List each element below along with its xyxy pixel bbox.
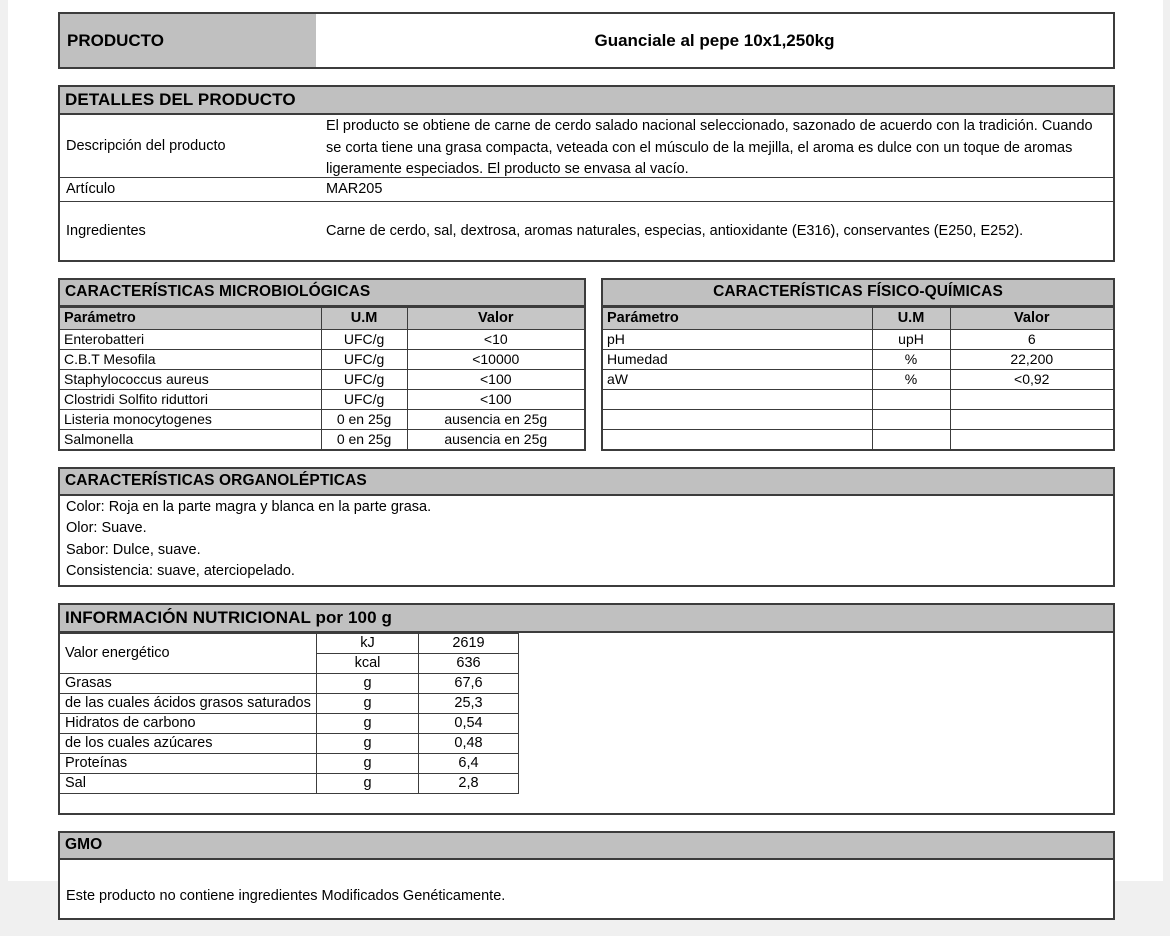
table-row — [603, 349, 1113, 369]
nutri-um: g — [317, 733, 419, 753]
caracteristicas-row — [58, 278, 1115, 451]
nutri-um: kJ — [317, 633, 419, 653]
table-row — [60, 633, 519, 653]
producto-row — [60, 14, 1113, 67]
fq-valor: 6 — [950, 329, 1113, 349]
fq-valor: 22,200 — [950, 349, 1113, 369]
nutri-name: Proteínas — [60, 753, 317, 773]
fq-param: pH — [603, 329, 872, 349]
producto-block — [58, 12, 1115, 69]
detalles-value-articulo: MAR205 — [320, 177, 1113, 201]
micro-um: 0 en 25g — [321, 429, 407, 449]
table-row — [60, 713, 519, 733]
nutri-um: g — [317, 693, 419, 713]
column-header-valor: Valor — [407, 307, 584, 329]
fisicoquimicas-block — [601, 278, 1115, 451]
nutri-value: 6,4 — [419, 753, 519, 773]
table-header-row — [60, 307, 584, 329]
micro-valor: <10 — [407, 329, 584, 349]
organoleptica-line: Sabor: Dulce, suave. — [66, 541, 201, 558]
table-row — [60, 349, 584, 369]
nutri-value: 67,6 — [419, 673, 519, 693]
micro-param: Clostridi Solfito riduttori — [60, 389, 321, 409]
nutri-name: Valor energético — [60, 633, 317, 673]
micro-param: Enterobatteri — [60, 329, 321, 349]
micro-valor: <100 — [407, 389, 584, 409]
gmo-body — [60, 860, 1113, 918]
micro-param: Listeria monocytogenes — [60, 409, 321, 429]
nutri-um: kcal — [317, 653, 419, 673]
column-header-parametro: Parámetro — [60, 307, 321, 329]
nutri-um: g — [317, 713, 419, 733]
fq-param — [603, 389, 872, 409]
nutri-name: de las cuales ácidos grasos saturados — [60, 693, 317, 713]
nutricional-block — [58, 603, 1115, 816]
organoleptica-line: Color: Roja en la parte magra y blanca en la parte grasa. — [66, 498, 432, 515]
fq-param: Humedad — [603, 349, 872, 369]
fq-param — [603, 429, 872, 449]
fisicoquimicas-title: CARACTERÍSTICAS FÍSICO-QUÍMICAS — [603, 280, 1113, 306]
micro-valor: ausencia en 25g — [407, 429, 584, 449]
micro-um: UFC/g — [321, 329, 407, 349]
nutricional-spacer — [60, 793, 519, 813]
micro-param: Staphylococcus aureus — [60, 369, 321, 389]
detalles-value-descripcion-cell — [320, 115, 1113, 177]
nutri-value: 636 — [419, 653, 519, 673]
micro-um: 0 en 25g — [321, 409, 407, 429]
table-row — [603, 429, 1113, 449]
table-row — [60, 329, 584, 349]
nutri-value: 0,48 — [419, 733, 519, 753]
fq-valor — [950, 389, 1113, 409]
fq-um: % — [872, 349, 950, 369]
producto-label: PRODUCTO — [60, 14, 316, 67]
nutri-name: de los cuales azúcares — [60, 733, 317, 753]
nutri-value: 25,3 — [419, 693, 519, 713]
microbiologicas-table — [60, 307, 584, 450]
table-row — [603, 329, 1113, 349]
detalles-label-ingredientes: Ingredientes — [60, 201, 320, 260]
column-header-parametro: Parámetro — [603, 307, 872, 329]
fq-param: aW — [603, 369, 872, 389]
fq-valor — [950, 409, 1113, 429]
table-row — [60, 733, 519, 753]
table-header-row — [603, 307, 1113, 329]
gmo-text: Este producto no contiene ingredientes Modificados Genéticamente. — [66, 887, 506, 904]
column-header-um: U.M — [872, 307, 950, 329]
table-row — [60, 409, 584, 429]
table-row — [60, 115, 1113, 177]
producto-value: Guanciale al pepe 10x1,250kg — [594, 30, 835, 50]
micro-param: Salmonella — [60, 429, 321, 449]
micro-valor: <100 — [407, 369, 584, 389]
table-row — [60, 693, 519, 713]
gmo-block — [58, 831, 1115, 919]
column-header-valor: Valor — [950, 307, 1113, 329]
fq-valor: <0,92 — [950, 369, 1113, 389]
organolepticas-title: CARACTERÍSTICAS ORGANOLÉPTICAS — [60, 469, 1113, 495]
nutricional-title: INFORMACIÓN NUTRICIONAL por 100 g — [60, 605, 1113, 633]
nutricional-table — [60, 633, 519, 814]
organoleptica-line: Consistencia: suave, aterciopelado. — [66, 563, 295, 579]
micro-valor: <10000 — [407, 349, 584, 369]
detalles-label-descripcion: Descripción del producto — [66, 138, 226, 154]
table-row — [603, 409, 1113, 429]
detalles-label-articulo: Artículo — [60, 177, 320, 201]
gmo-title: GMO — [60, 833, 1113, 859]
table-row — [603, 389, 1113, 409]
table-row — [60, 673, 519, 693]
fq-um — [872, 389, 950, 409]
nutri-um: g — [317, 773, 419, 793]
organolepticas-block — [58, 467, 1115, 586]
detalles-value-descripcion: El producto se obtiene de carne de cerdo salado nacional seleccionado, sazonado de acuerdo con la tradición. Cuando se corta tiene una grasa compacta, veteada con el músculo de la mejilla, el aroma es dulce con un toque de aromas ligeramente especiados. El producto se envasa al vacío. — [326, 118, 1093, 178]
nutricional-body — [60, 633, 1113, 814]
fq-um — [872, 409, 950, 429]
table-row — [60, 369, 584, 389]
nutri-name: Grasas — [60, 673, 317, 693]
micro-um: UFC/g — [321, 369, 407, 389]
table-row — [60, 177, 1113, 201]
micro-param: C.B.T Mesofila — [60, 349, 321, 369]
microbiologicas-block — [58, 278, 586, 451]
table-row — [603, 369, 1113, 389]
fisicoquimicas-table — [603, 307, 1113, 450]
nutri-value: 0,54 — [419, 713, 519, 733]
micro-um: UFC/g — [321, 389, 407, 409]
nutri-um: g — [317, 753, 419, 773]
fq-um — [872, 429, 950, 449]
fq-valor — [950, 429, 1113, 449]
table-row — [60, 773, 519, 793]
table-row — [60, 389, 584, 409]
nutri-value: 2619 — [419, 633, 519, 653]
nutri-um: g — [317, 673, 419, 693]
table-row — [60, 753, 519, 773]
microbiologicas-title: CARACTERÍSTICAS MICROBIOLÓGICAS — [60, 280, 584, 306]
fq-param — [603, 409, 872, 429]
spec-sheet — [58, 12, 1115, 936]
nutri-name: Hidratos de carbono — [60, 713, 317, 733]
nutri-name: Sal — [60, 773, 317, 793]
organolepticas-body — [60, 496, 1113, 585]
micro-valor: ausencia en 25g — [407, 409, 584, 429]
micro-um: UFC/g — [321, 349, 407, 369]
table-row — [60, 201, 1113, 260]
detalles-title: DETALLES DEL PRODUCTO — [60, 87, 1113, 115]
document-page — [8, 0, 1163, 904]
table-row — [60, 429, 584, 449]
fq-um: % — [872, 369, 950, 389]
column-header-um: U.M — [321, 307, 407, 329]
nutri-value: 2,8 — [419, 773, 519, 793]
detalles-value-ingredientes: Carne de cerdo, sal, dextrosa, aromas naturales, especias, antioxidante (E316), conservantes (E250, E252). — [320, 201, 1113, 260]
detalles-block — [58, 85, 1115, 262]
organoleptica-line: Olor: Suave. — [66, 520, 147, 536]
fq-um: upH — [872, 329, 950, 349]
